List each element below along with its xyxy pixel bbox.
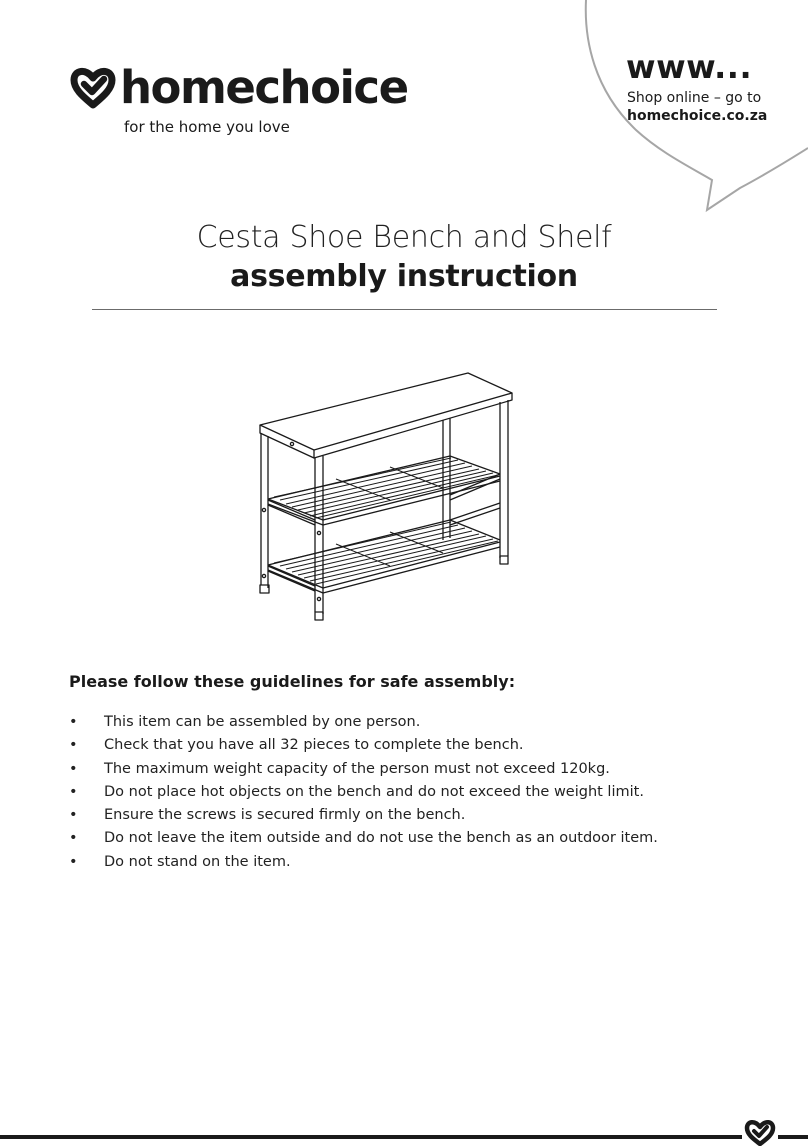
bullet: • — [69, 760, 78, 777]
bullet: • — [69, 853, 78, 870]
list-item — [69, 804, 769, 827]
footer-heart-check-icon — [742, 1118, 778, 1146]
brand-name: homechoice — [120, 61, 408, 114]
list-item — [69, 711, 769, 734]
title-divider — [92, 309, 717, 310]
guidelines-list — [69, 711, 769, 874]
bullet: • — [69, 830, 78, 847]
guideline-text: Do not stand on the item. — [104, 853, 291, 870]
list-item — [69, 781, 769, 804]
web-promo-text: Shop online – go to — [627, 90, 762, 106]
list-item — [69, 851, 769, 874]
guideline-text: Do not leave the item outside and do not use the bench as an outdoor item. — [104, 830, 658, 847]
bullet: • — [69, 783, 78, 800]
homechoice-heart-check-icon — [68, 66, 118, 110]
guideline-text: Check that you have all 32 pieces to complete the bench. — [104, 737, 524, 754]
guideline-text: Ensure the screws is secured firmly on the bench. — [104, 807, 466, 824]
guidelines-heading: Please follow these guidelines for safe assembly: — [69, 672, 516, 691]
list-item — [69, 827, 769, 850]
guideline-text: Do not place hot objects on the bench and do not exceed the weight limit. — [104, 783, 644, 800]
shoe-bench-drawing-icon — [240, 370, 540, 630]
bullet: • — [69, 807, 78, 824]
guideline-text: This item can be assembled by one person. — [104, 714, 421, 730]
brand-tagline: for the home you love — [124, 118, 290, 136]
bullet: • — [69, 737, 78, 754]
web-promo-headline: www... — [626, 48, 753, 86]
list-item — [69, 758, 769, 781]
bullet: • — [69, 714, 78, 730]
web-promo-url[interactable]: homechoice.co.za — [627, 108, 768, 124]
guideline-text: The maximum weight capacity of the person must not exceed 120kg. — [104, 760, 610, 777]
list-item — [69, 734, 769, 757]
document-subtitle: assembly instruction — [230, 259, 578, 294]
document-title: Cesta Shoe Bench and Shelf — [196, 220, 612, 255]
footer-rule — [0, 1135, 808, 1139]
